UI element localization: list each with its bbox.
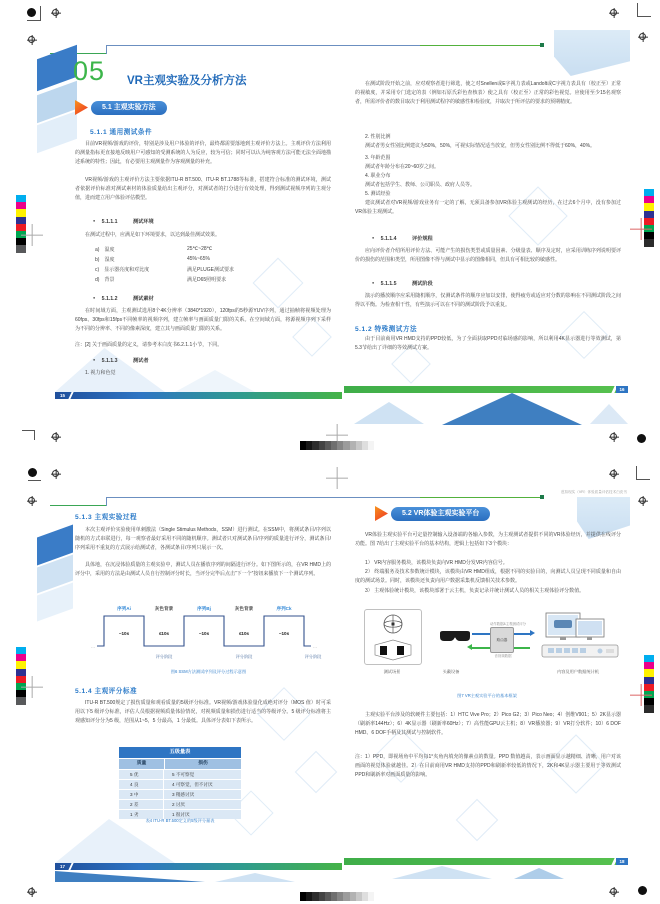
decor-triangle	[392, 866, 492, 879]
env-value: 满足D65照明要求	[187, 277, 227, 283]
leader-dots: ⋯	[91, 645, 95, 650]
table-cell: 5 优	[119, 770, 164, 779]
wave-label: 灰色背景	[154, 606, 174, 611]
page-17	[55, 497, 342, 883]
table-cell: 3 中	[119, 790, 164, 799]
registration-target-icon	[610, 9, 617, 16]
crosshair-icon	[630, 218, 652, 240]
page-number: 15	[60, 393, 66, 398]
registration-target-icon	[52, 9, 59, 16]
footer-bar	[344, 858, 628, 865]
registration-target-icon	[610, 470, 617, 477]
paragraph: ITU-R BT.500规定了损伤质量和观看质量的5级评分标准。VR视频/游戏体验量化成绝对评分（MOS 值）时可采用以下5 级评分标准，评估人员根据视频质量体验情况，对视频质量和损伤进行适当的等级评分。5 级评分标准将主观感知评分分为5 级，范围从1~5，5 分最高，1 分最低。具体评分表如下表所示。	[75, 700, 331, 724]
env-key: d) 背景	[95, 277, 115, 283]
crop-mark-icon	[34, 430, 35, 440]
list-body: 测试者男女性别比例建议为50%，50%，可视实际情况适当放宽，但男女性别比例不得低于60%，40%。	[365, 143, 596, 149]
leader-dots: ⋯	[313, 645, 317, 650]
decor-triangle	[55, 819, 175, 863]
registration-target-icon	[639, 497, 646, 504]
registration-target-icon	[28, 36, 35, 43]
decor-triangle	[590, 404, 628, 424]
list-heading: 3. 年龄范围	[365, 155, 391, 161]
table-header-impairment: 损伤	[198, 761, 208, 766]
note-text: 注：1）PPD，即视场角中平均每1°夹角内填充的像素点的数量。PPD 数值越高，表示画面显示越精细、清晰，用户对该画面的视觉体验就越佳。2）在目前商用VR HMD支持的PPD和刷新率较低的情况下，2K和4K显示器主要用于等效测试PPD和刷新率对画面质量的影响。	[355, 754, 621, 778]
env-requirement-row	[95, 266, 325, 273]
decor-triangle	[514, 868, 564, 879]
bullet-icon: ●	[372, 281, 375, 285]
paragraph: 目前VR视频/游戏的评价，特别是涉及用户体验的评价，最终都需要落地到主观评价方法上。主观评价方法利用的测量指标更直接地反映用户可感知的受测系统的人为反应，较为可信；同时可以认为纯客观方法可能无法全面地描述系统的特性；因此，有必要用主观测量作为客观测量的补充。	[75, 141, 331, 165]
bullet-heading-5-1-1-5	[372, 280, 433, 287]
router-box: 路由器	[490, 627, 514, 653]
paragraph: 在测试阶段开始之前，应对观察者进行筛选，使之对Snellen或E字视力表或Landolt或C字视力表具有（校正至）正常的视敏度，并采用专门选定的表（例如石原氏彩色查核表）使之具有（校正至）正常的彩色视觉。应使用至少15名观察者，所需评价者的数目取决于利用测试程序的敏感性和检验度，并取决于所评估的要求的预期精度。	[355, 81, 621, 105]
bullet-icon: ●	[93, 296, 96, 300]
paragraph: 由于目前商用VR HMD支持的PPD较低，为了全面获取PPD对临场感的影响，所以利用4K显示器进行等效测试，第5.3节给出了详细的等效测试方案。	[355, 336, 621, 351]
paragraph: 1. 视力和色觉	[85, 370, 116, 376]
section-badge-5-2	[375, 506, 490, 521]
table-row	[119, 769, 241, 779]
ssm-figure	[91, 599, 326, 661]
table-cell: 4 良	[119, 780, 164, 789]
bullet-icon: ●	[93, 358, 96, 362]
table-header-row	[119, 758, 241, 769]
bullet-label: 测试环境	[132, 219, 154, 225]
footer-bar	[55, 392, 342, 399]
registration-dot-icon	[28, 468, 37, 477]
registration-target-icon	[52, 433, 59, 440]
scene-box	[364, 609, 422, 665]
list-heading: 5. 测试经验	[365, 191, 391, 197]
phase-label: 评分阶段	[155, 654, 173, 659]
table-cell: 1 劣	[119, 810, 164, 819]
decor-triangle	[354, 402, 424, 424]
decor-trapezoid	[554, 30, 630, 76]
env-key: a) 温度	[95, 247, 115, 253]
crop-mark-icon	[636, 466, 637, 480]
hmd-label: 头戴设备	[442, 669, 460, 674]
registration-dot-icon	[27, 8, 36, 17]
bullet-heading-5-1-1-2	[93, 295, 154, 302]
table-cell: 3 稍感讨厌	[172, 792, 195, 797]
heading-5-1-1: 5.1.1 通用测试条件	[90, 129, 153, 136]
grayscale-bar	[300, 441, 374, 450]
env-requirement-row	[95, 256, 325, 263]
workstation-icon	[540, 611, 620, 663]
paragraph: 应向评价者介绍所用评价方法、可能产生的损伤类型或质量因素、分级量表、顺序及定时，应采用训练序列说明要评价的损伤的范围和类型，所用图像不得与测试中显示的图像相同，但具有可相比较的敏感性。	[355, 248, 621, 263]
bullet-heading-5-1-1-1	[93, 218, 154, 225]
numbered-item: 2） 终端服务及技术参数统计模块，该模块由VR HMD组成，根据不同的实验目的，向测试人员呈现不同质量和自由度的测试场景。同时，该模块还负责向用户数据采集机反馈相关技术参数。	[355, 569, 621, 584]
registration-target-icon	[28, 888, 35, 895]
vr-glasses-icon	[438, 629, 472, 645]
phase-label: 评分阶段	[235, 654, 253, 659]
registration-target-icon	[52, 470, 59, 477]
footer-bar	[344, 386, 628, 393]
chapter-title: VR主观实验及分析方法	[127, 75, 247, 87]
paragraph: 在时间域方面，主观测试选用8个4K分辨率（3840*1920），120fps的5秒源YUV序列，通过抽帧将视频处理为60fps、30fps和15fps不同帧率的视频序列，建立帧率与画面质量门限的关系。在空间域方面，将源视频序列下采样为不同的分辨率、不同的像素深度，建立其与画面质量门限的关系。	[75, 308, 331, 332]
bullet-number: 5.1.1.2	[101, 296, 118, 302]
table-caption: 表4 ITU-R BT.500定义的5级评分量表	[145, 818, 215, 823]
page-16	[342, 30, 630, 427]
note-text: 注：[2] 关于画面质量的定义，请参考本白皮书6.2.1.1小节，下同。	[75, 342, 223, 348]
bullet-label: 评价规程	[411, 236, 433, 242]
page-number: 16	[616, 386, 628, 393]
duration-label: ≤10s	[158, 631, 170, 636]
bullet-number: 5.1.1.1	[101, 219, 118, 225]
duration-label: ≤10s	[238, 631, 250, 636]
footer-slash	[68, 863, 73, 870]
scene-label: 测试场景	[383, 669, 401, 674]
wave-label: 序列Bj	[197, 606, 211, 611]
bullet-label: 测试者	[132, 358, 149, 364]
grayscale-bar	[300, 892, 374, 901]
table-cell: 5 不可察觉	[172, 772, 195, 777]
chapter-number: 05	[73, 56, 106, 86]
table-cell: 2 讨厌	[172, 802, 186, 807]
bullet-icon: ●	[93, 219, 96, 223]
wave-label: 序列Ck	[276, 606, 292, 611]
bullet-heading-5-1-1-3	[93, 357, 149, 364]
play-triangle-icon	[375, 506, 388, 521]
bullet-label: 测试阶段	[411, 281, 433, 287]
sphere-icon	[381, 613, 405, 637]
decor-triangle	[215, 873, 295, 882]
decor-diamond	[295, 751, 337, 793]
env-key: b) 湿度	[95, 257, 115, 263]
page-18	[342, 497, 630, 883]
list-heading: 2. 性别比例	[365, 134, 391, 140]
footer-bar	[55, 863, 342, 870]
env-requirement-row	[95, 246, 325, 253]
crop-mark-icon	[28, 480, 41, 481]
env-key: c) 显示器亮度和对比度	[95, 267, 150, 273]
paragraph: VR体验主观实验平台可定量控制输入设备端的各输入参数，为主观测试者提供不同的VR体验经历，并提供在线评分功能。图 7给出了主观实验平台的基本结构，逻辑上包括如下3个模块：	[355, 532, 621, 547]
wave-label: 灰色背景	[234, 606, 254, 611]
crop-mark-icon	[637, 3, 638, 17]
table-cell: 1 很讨厌	[172, 812, 190, 817]
table-header-quality: 质量	[119, 759, 165, 769]
crosshair-icon	[21, 676, 43, 698]
registration-dot-icon	[637, 434, 646, 443]
stereo-box-icon	[373, 639, 413, 661]
env-value: 25℃~28℃	[187, 246, 213, 252]
paragraph: 具体地，在沉浸体验质量的主观实验中，测试人员在播放序列的间隔进行评分。如下图所示的，在VR HMD上的评分中，采用的方法是由测试人员自行控制评分时长，当评分完毕后点击“下一个”按钮来播放下一个测试序列。	[75, 562, 331, 577]
duration-label: ~10s	[278, 631, 290, 636]
list-body: 测试者包括学生、教师、公司职员、政府人员等。	[365, 182, 476, 188]
registration-target-icon	[610, 433, 617, 440]
play-triangle-icon	[75, 100, 88, 115]
env-requirement-row	[95, 276, 325, 283]
figure-caption: 图6 SSM方法测试序列及评分过程示意图	[170, 669, 247, 674]
table-row	[119, 789, 241, 799]
registration-target-icon	[28, 497, 35, 504]
duration-label: ~10s	[198, 631, 210, 636]
paragraph: 在测试过程中，应满足如下环境要求，以达到最佳测试效果。	[85, 232, 221, 238]
crop-mark-icon	[40, 6, 41, 21]
paragraph: 本次主观评价实验使用单刺激法（Single Stimulus Methods，SSM）进行测试。在SSM中，将测试条目/序列以随机的方式串联进行，每一观察者最好采用不同的随机顺序。测试者只对测试条目/序列的质量进行评分，测试条目/序列采用不重复的方式展示给测试者，各测试条目/序列只展示一次。	[75, 527, 331, 551]
env-value: 45%~65%	[187, 256, 210, 262]
registration-target-icon	[639, 33, 646, 40]
heading-5-1-3: 5.1.3 主观实验过程	[75, 514, 138, 521]
paragraph: VR视频/游戏的主观评价方法主要依据ITU-R BT.500、ITU-R BT.1788等标准，搭建符合标准的测试环境，测试者依据评价标准对测试素材的体验质量给出主观评分，对测试者的打分进行有效处理，得到测试视频序列的主观分值，进而建立用户体验评估模型。	[75, 177, 331, 201]
crop-mark-icon	[637, 16, 651, 17]
bullet-label: 测试素材	[132, 296, 154, 302]
page-number: 17	[60, 864, 66, 869]
list-heading: 4. 职业分布	[365, 173, 391, 179]
page-number: 18	[616, 858, 628, 865]
section-badge-label: 5.1 主观实验方法	[91, 101, 167, 115]
heading-5-1-4: 5.1.4 主观评分标准	[75, 688, 138, 695]
bullet-number: 5.1.1.3	[101, 358, 118, 364]
crop-mark-icon	[636, 479, 650, 480]
decor-diamond	[456, 799, 498, 841]
bullet-number: 5.1.1.4	[380, 236, 397, 242]
wave-label: 序列Ai	[117, 606, 131, 611]
table-title: 五级量表	[119, 747, 241, 758]
page-15	[55, 30, 342, 427]
list-body: 建议测试者对VR视频/游戏业务有一定的了解，无须具备参加VR体验主观测试的经历，在过去6个月中，没有参加过VR体验主观测试。	[355, 200, 621, 215]
phase-label: 评分阶段	[304, 654, 322, 659]
footer-slash	[68, 392, 73, 399]
table-cell: 2 差	[119, 800, 164, 809]
rating-table	[119, 747, 241, 819]
arrow-bottom-label: 音视频数据	[494, 654, 512, 658]
table-row	[119, 799, 241, 809]
numbered-item: 3） 主观体验统计模块，该模块部署于云主机，负责记录并统计测试人员的相关主观体验评分数值。	[365, 588, 585, 594]
table-row	[119, 779, 241, 789]
numbered-item: 1） VR内容服务模块，该模块负责向VR HMD分发VR内容信号。	[365, 560, 508, 566]
decor-triangle	[442, 393, 582, 425]
figure-caption: 图7 VR主观实验平台的基本框架	[457, 693, 517, 698]
section-badge-5-1	[75, 100, 167, 115]
list-body: 测试者年龄分布在20~60岁之间。	[365, 164, 440, 170]
crosshair-icon	[326, 467, 348, 489]
crosshair-icon	[21, 224, 43, 246]
env-value: 满足PLUGE测试要求	[187, 267, 234, 273]
duration-label: ~10s	[118, 631, 130, 636]
decor-triangle	[55, 871, 205, 882]
bullet-number: 5.1.1.5	[380, 281, 397, 287]
arrow-top-label: 动作数据&主观测试评分	[489, 622, 527, 626]
pc-label: 内容及用户数据统计机	[557, 669, 599, 674]
section-badge-label: 5.2 VR体验主观实验平台	[391, 507, 490, 521]
heading-5-1-2: 5.1.2 特殊测试方法	[355, 326, 418, 333]
table-cell: 4 可察觉，但不讨厌	[172, 782, 213, 787]
platform-figure	[354, 607, 618, 691]
paragraph: 演示的播放顺序应采用随机顺序，仅测试条件的顺序应加以安排，使得疲劳或适应对分数的影响在不同测试阶段之间得以平衡。为检查相干性，有些演示可以在不同的测试阶段予以重复。	[355, 293, 621, 308]
bullet-heading-5-1-1-4	[372, 235, 433, 242]
crop-mark-icon	[27, 20, 41, 21]
crosshair-icon	[630, 684, 652, 706]
registration-dot-icon	[638, 886, 647, 895]
bullet-icon: ●	[372, 236, 375, 240]
registration-target-icon	[610, 888, 617, 895]
paragraph: 主观实验平台涉及的软硬件主要包括：1）HTC Vive Pro；2）Pico G2；3）Pico Neo；4）创维V901；5）2K显示器（刷新率144Hz）；6）4K显示器（刷新率60Hz）；7）高性能GPU云主机；8）VR播放器；9）VR打分软件；10）6 DOF HMD、6 DOF手柄及其测试与控制软件。	[355, 712, 621, 736]
running-title: 虚拟现实（VR）体验质量评估技术白皮书	[560, 490, 627, 494]
